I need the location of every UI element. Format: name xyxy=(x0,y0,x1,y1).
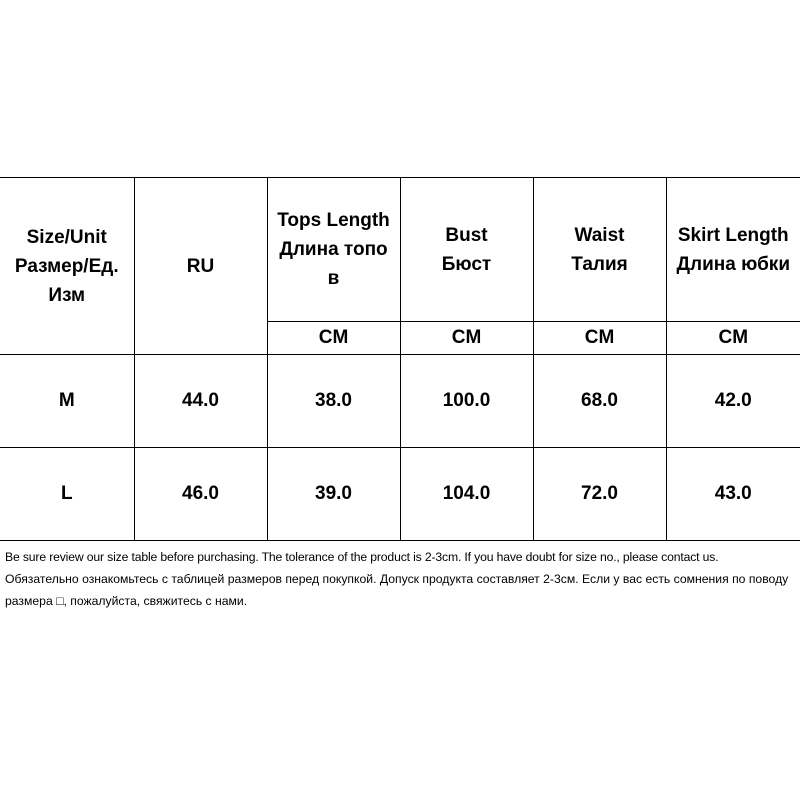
header-waist-ru: Талия xyxy=(571,253,628,275)
cell-size: M xyxy=(0,355,134,448)
note-russian: Обязательно ознакомьтесь с таблицей размеров перед покупкой. Допуск продукта составляет 2-3см. Если у вас есть сомнения по поводу размера □, пожалуйста, свяжитесь с нами. xyxy=(5,572,789,608)
header-bust-ru: Бюст xyxy=(441,253,492,275)
size-table xyxy=(0,177,800,541)
cell-bust: 104.0 xyxy=(400,448,533,541)
cell-ru: 44.0 xyxy=(134,355,267,448)
table-row xyxy=(0,355,800,448)
header-bust-en: Bust xyxy=(445,224,488,246)
header-bust xyxy=(400,178,533,322)
header-tops-length xyxy=(267,178,400,322)
header-size-unit-ru: Размер/Ед. xyxy=(14,255,119,277)
cell-tops-length: 39.0 xyxy=(267,448,400,541)
unit-skirt-length: CM xyxy=(666,322,800,355)
unit-bust: CM xyxy=(400,322,533,355)
table-header-row xyxy=(0,178,800,322)
header-size-unit xyxy=(0,178,134,355)
header-waist xyxy=(533,178,666,322)
header-ru xyxy=(134,178,267,355)
cell-waist: 68.0 xyxy=(533,355,666,448)
unit-waist: CM xyxy=(533,322,666,355)
table-row xyxy=(0,448,800,541)
cell-skirt-length: 43.0 xyxy=(666,448,800,541)
header-tops-length-ru-cont: в xyxy=(327,268,340,289)
cell-tops-length: 38.0 xyxy=(267,355,400,448)
header-size-unit-ru-cont: Изм xyxy=(48,284,86,306)
unit-tops-length: CM xyxy=(267,322,400,355)
header-tops-length-ru: Длина топо xyxy=(279,239,388,260)
cell-size: L xyxy=(0,448,134,541)
cell-skirt-length: 42.0 xyxy=(666,355,800,448)
header-skirt-length-ru: Длина юбки xyxy=(676,253,790,275)
cell-ru: 46.0 xyxy=(134,448,267,541)
header-size-unit-en: Size/Unit xyxy=(26,226,107,248)
note-english: Be sure review our size table before purchasing. The tolerance of the product is 2-3cm. If you have doubt for size no., please contact us. xyxy=(5,550,719,564)
header-skirt-length xyxy=(666,178,800,322)
size-notes xyxy=(5,546,800,612)
cell-bust: 100.0 xyxy=(400,355,533,448)
header-skirt-length-en: Skirt Length xyxy=(677,224,789,246)
header-tops-length-en: Tops Length xyxy=(277,210,390,231)
header-ru-label: RU xyxy=(186,255,215,277)
header-waist-en: Waist xyxy=(574,224,625,246)
cell-waist: 72.0 xyxy=(533,448,666,541)
